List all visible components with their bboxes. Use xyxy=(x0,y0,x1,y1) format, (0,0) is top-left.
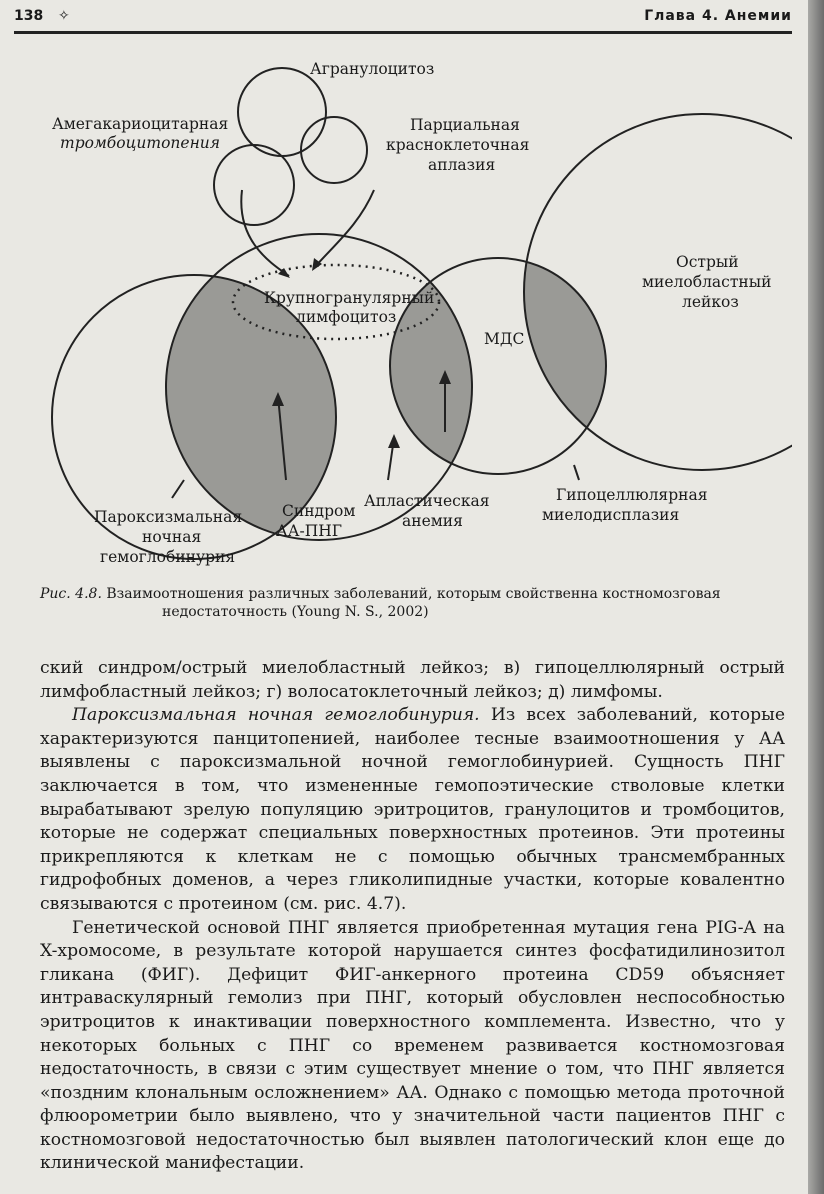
figure-caption xyxy=(40,585,785,621)
caption-number: Рис. 4.8. xyxy=(40,586,102,602)
arrow-pnh xyxy=(172,480,184,498)
label-aplastic-1: Апластическая xyxy=(364,492,490,510)
paragraph-2 xyxy=(40,704,785,916)
connector-pure-red xyxy=(314,190,374,268)
label-agranulocytosis: Агранулоцитоз xyxy=(310,60,435,78)
paragraph-2-lead: Пароксизмальная ночная гемоглобинурия. xyxy=(72,705,480,726)
label-pure-red-2: красноклеточная xyxy=(386,136,530,154)
caption-text-2: недостаточность (Young N. S., 2002) xyxy=(162,604,429,620)
arrowhead-aplastic xyxy=(388,434,400,448)
label-hypo-mds-1: Гипоцеллюлярная xyxy=(556,486,708,504)
label-aa-pnh-1: Синдром xyxy=(282,502,356,520)
label-aml-1: Острый xyxy=(676,253,739,271)
label-pnh-2: ночная xyxy=(142,528,202,546)
caption-text-1: Взаимоотношения различных заболеваний, которым свойственна костномозговая xyxy=(106,586,721,602)
chapter-title: Глава 4. Анемии xyxy=(644,8,792,24)
mds-aml-overlap xyxy=(524,114,792,470)
label-pnh-1: Пароксизмальная xyxy=(94,508,243,526)
running-header xyxy=(14,8,792,30)
label-pure-red-1: Парциальная xyxy=(410,116,520,134)
paragraph-2-rest: Из всех заболеваний, которые характеризуются панцитопенией, наиболее тесные взаимоотношения у АА выявлены с пароксизмальной ночной гемоглобинурией. Сущность ПНГ заключается в том, что измененные гемопоэтические стволовые клетки вырабатывают зрелую популяцию эритроцитов, гранулоцитов и тромбоцитов, которые не содержат специальных поверхностных протеинов. Эти протеины прикрепляются к клеткам не с помощью обычных трансмембранных гидрофобных доменов, а через гликолипидные участки, которые ковалентно связываются с протеином (см. рис. 4.7). xyxy=(40,705,785,914)
ornament-icon: ✧ xyxy=(58,8,70,24)
label-amegakaryocytic-2: тромбоцитопения xyxy=(60,134,221,152)
body-text xyxy=(40,657,785,1176)
paragraph-1: ский синдром/острый миелобластный лейкоз; в) гипоцеллюлярный острый лимфобластный лейкоз; г) волосатоклеточный лейкоз; д) лимфомы. xyxy=(40,658,785,702)
pure-red-circle xyxy=(301,117,367,183)
label-hypo-mds-2: миелодисплазия xyxy=(542,506,680,524)
label-amegakaryocytic-1: Амегакариоцитарная xyxy=(52,115,229,133)
label-pnh-3: гемоглобинурия xyxy=(100,548,236,566)
figure-4-8 xyxy=(14,40,792,575)
amegakaryocytic-circle xyxy=(214,145,294,225)
arrow-hypo-mds xyxy=(574,465,579,480)
label-aml-2: миелобластный xyxy=(642,273,772,291)
label-mds: МДС xyxy=(484,330,525,348)
label-aa-pnh-2: АА-ПНГ xyxy=(276,522,343,540)
paragraph-3: Генетической основой ПНГ является приобретенная мутация гена PIG-A на X-хромосоме, в результате которой нарушается синтез фосфатидилинозитол гликана (ФИГ). Дефицит ФИГ-анкерного протеина CD59 объясняет интраваскулярный гемолиз при ПНГ, который обусловлен неспособностью эритроцитов к инактивации поверхностного комплемента. Известно, что у некоторых больных с ПНГ со временем развивается костномозговая недостаточность, в связи с этим существует мнение о том, что ПНГ является «поздним клональным осложнением» АА. Однако с помощью метода проточной флюорометрии было выявлено, что у значительной части пациентов ПНГ с костномозговой недостаточностью был выявлен патологический клон еще до клинической манифестации. xyxy=(40,917,785,1174)
header-rule xyxy=(14,31,792,34)
page-number: 138 xyxy=(14,8,44,24)
agranulocytosis-circle xyxy=(238,68,326,156)
label-lgl-2: лимфоцитоз xyxy=(296,308,397,326)
label-aml-3: лейкоз xyxy=(682,293,739,311)
label-aplastic-2: анемия xyxy=(402,512,463,530)
connector-amegakaryocytic xyxy=(241,190,289,276)
page-edge-shadow xyxy=(808,0,824,1194)
label-lgl-1: Крупногранулярный xyxy=(264,289,435,307)
label-pure-red-3: аплазия xyxy=(428,156,496,174)
